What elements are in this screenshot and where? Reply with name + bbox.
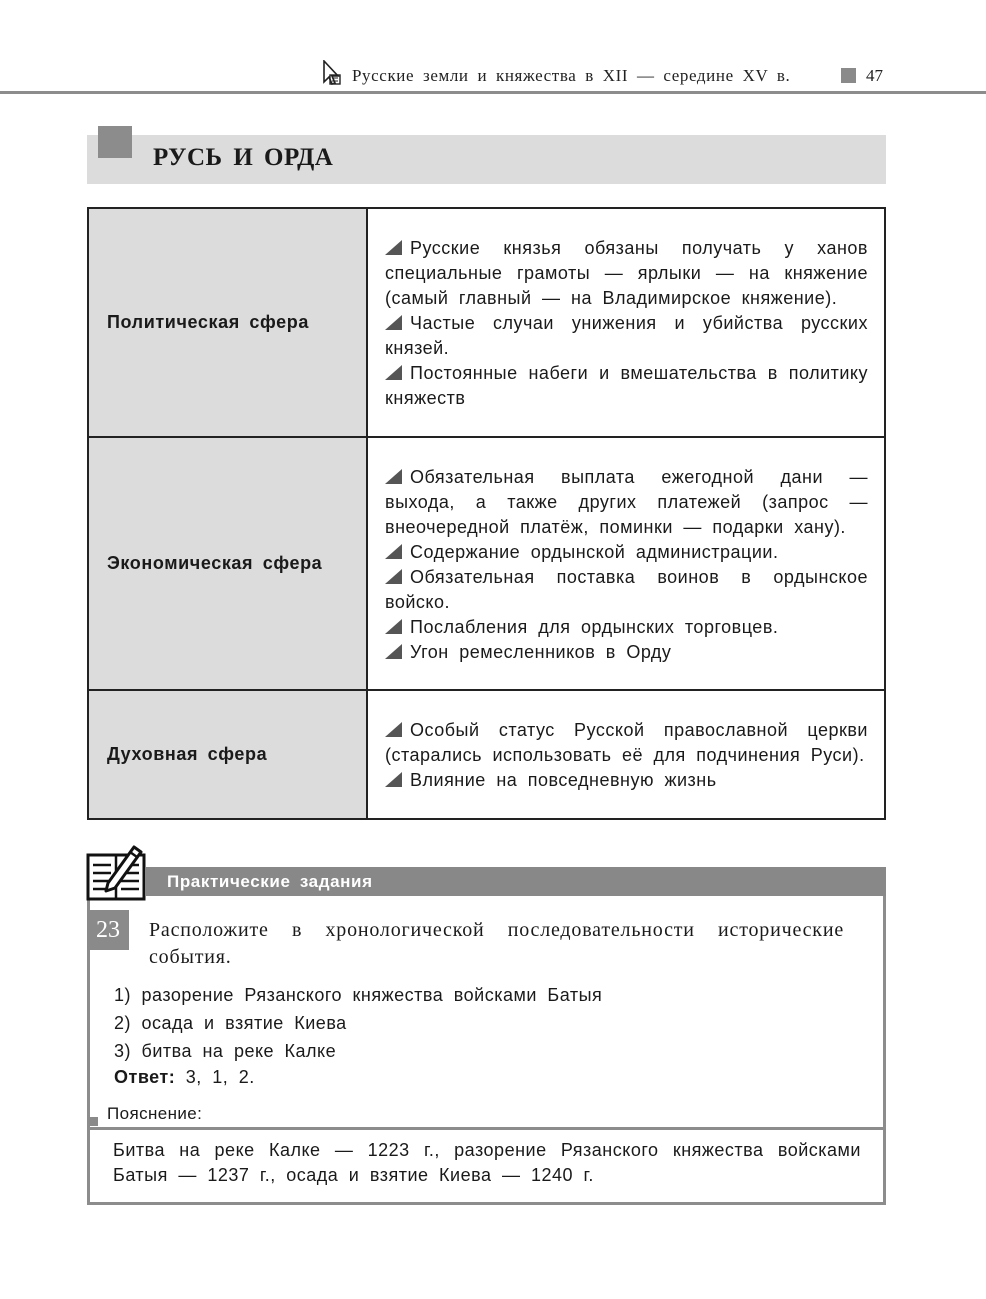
table-row [88,208,885,437]
task-number-badge: 23 [87,910,129,950]
table-row [88,437,885,690]
notebook-pencil-icon [86,843,148,901]
description-cell [367,208,885,437]
section-title: РУСЬ И ОРДА [153,144,334,171]
sphere-table [87,207,886,820]
table-row [88,690,885,819]
book-cursor-icon [322,60,342,86]
answer-line [114,1067,255,1088]
list-item: Обязательная выплата ежегодной дани — выхода, а также других платежей (запрос — внеочередной платёж, поминки — подарки хану). [385,466,868,537]
triangle-bullet-icon [385,569,402,584]
explanation-rule [89,1127,884,1130]
section-square-marker [98,126,132,158]
category-cell: Духовная сфера [88,690,367,819]
triangle-bullet-icon [385,644,402,659]
running-title: Русские земли и княжества в XII — середине XV в. [352,66,791,85]
explanation-square-marker [89,1117,98,1126]
category-cell: Политическая сфера [88,208,367,437]
task-question: Расположите в хронологической последовательности исторические события. [149,919,844,968]
list-item: 2) осада и взятие Киева [114,1013,347,1033]
list-item: 3) битва на реке Калке [114,1041,337,1061]
list-item: Русские князья обязаны получать у ханов специальные грамоты — ярлыки — на княжение (самый главный — на Владимирское княжение). [385,238,868,308]
triangle-bullet-icon [385,544,402,559]
list-item: Особый статус Русской православной церкви (старались использовать её для подчинения Руси). [385,720,868,765]
explanation-text: Битва на реке Калке — 1223 г., разорение Рязанского княжества войсками Батыя — 1237 г., осада и взятие Киева — 1240 г. [113,1140,861,1185]
answer-value: 3, 1, 2. [185,1067,255,1087]
list-item: Постоянные набеги и вмешательства в политику княжеств [385,363,868,408]
list-item: Послабления для ордынских торговцев. [385,615,868,640]
list-item: Частые случаи унижения и убийства русских князей. [385,313,868,358]
task-options [114,981,602,1065]
header-square-marker [841,68,856,83]
triangle-bullet-icon [385,722,402,737]
triangle-bullet-icon [385,469,402,484]
triangle-bullet-icon [385,315,402,330]
triangle-bullet-icon [385,240,402,255]
triangle-bullet-icon [385,619,402,634]
description-cell [367,690,885,819]
practice-title: Практические задания [167,872,373,891]
explanation-label: Пояснение: [107,1104,203,1123]
list-item: Содержание ордынской администрации. [385,540,868,565]
triangle-bullet-icon [385,772,402,787]
description-cell [367,437,885,690]
page-number: 47 [866,66,883,85]
running-head [0,60,986,94]
list-item: 1) разорение Рязанского княжества войсками Батыя [114,985,603,1005]
list-item: Влияние на повседневную жизнь [385,768,868,793]
list-item: Обязательная поставка воинов в ордынское войско. [385,566,868,612]
answer-label: Ответ: [114,1067,176,1087]
triangle-bullet-icon [385,365,402,380]
list-item: Угон ремесленников в Орду [385,640,868,665]
header-rule [0,91,986,94]
category-cell: Экономическая сфера [88,437,367,690]
